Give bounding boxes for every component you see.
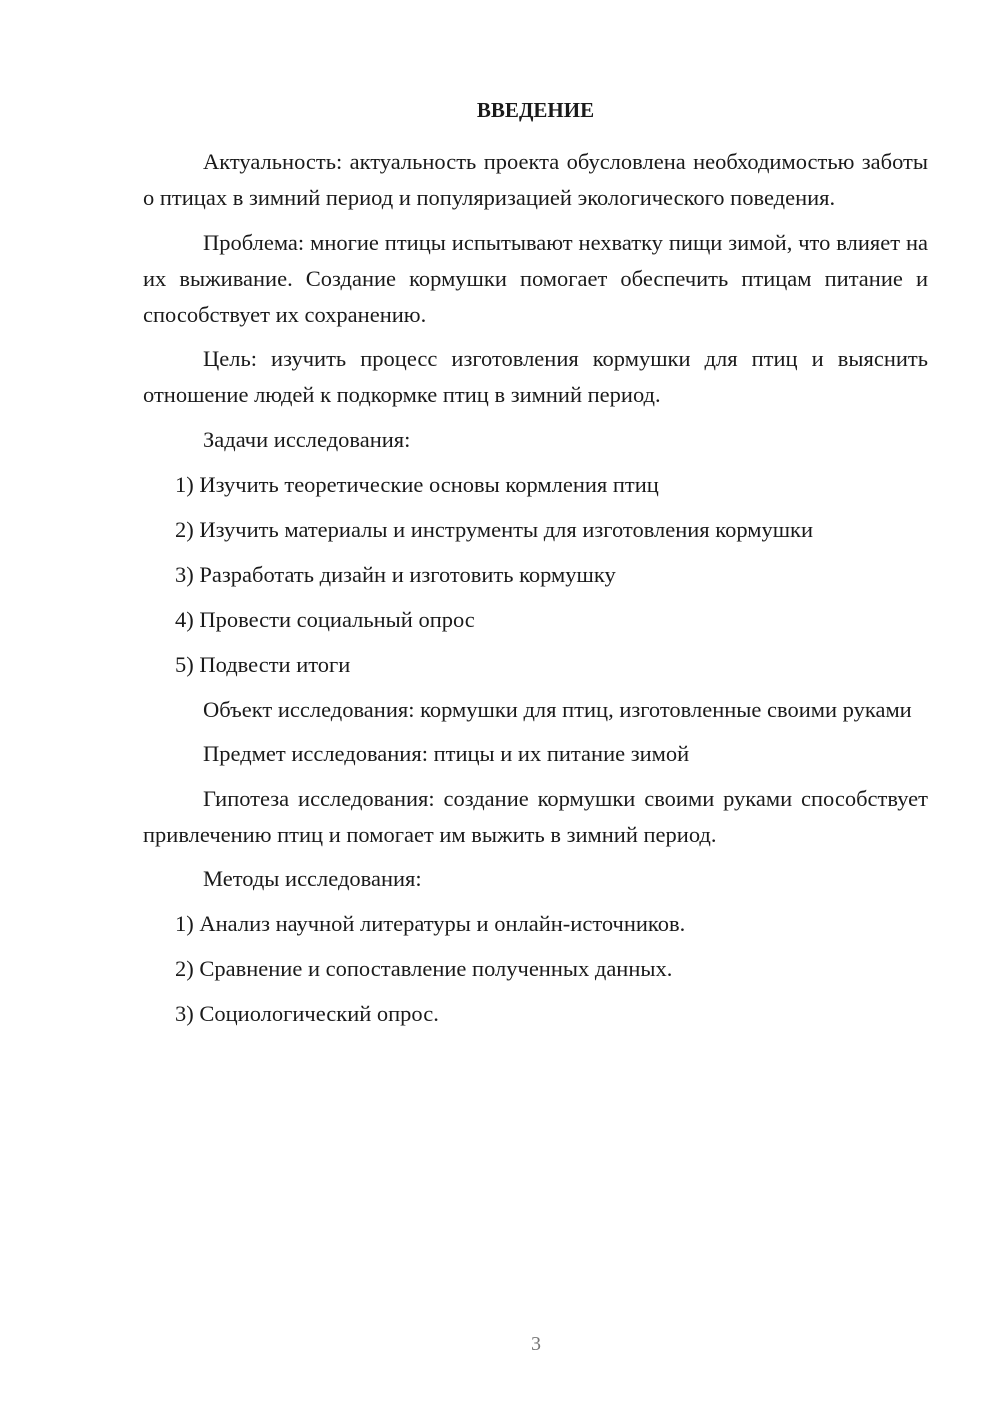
list-item: 2) Изучить материалы и инструменты для изготовления кормушки (175, 516, 814, 542)
document-page (143, 92, 928, 1041)
section-title: ВВЕДЕНИЕ (476, 98, 595, 122)
list-item: 3) Социологический опрос. (175, 1001, 439, 1026)
problem-paragraph: Проблема: многие птицы испытывают нехватку пищи зимой, что влияет на их выживание. Создание кормушки помогает обеспечить птицам питание и способствует их сохранению. (143, 229, 928, 327)
page-number: 3 (531, 1333, 541, 1355)
list-item: 2) Сравнение и сопоставление полученных данных. (175, 956, 673, 981)
hypothesis-paragraph: Гипотеза исследования: создание кормушки своими руками способствует привлечению птиц и помогает им выжить в зимний период. (143, 785, 928, 847)
subject-paragraph: Предмет исследования: птицы и их питание зимой (203, 741, 690, 766)
methods-heading: Методы исследования: (203, 866, 422, 891)
list-item: 1) Анализ научной литературы и онлайн-источников. (175, 911, 686, 936)
list-item: 4) Провести социальный опрос (175, 606, 475, 632)
list-item: 1) Изучить теоретические основы кормления птиц (175, 471, 659, 497)
tasks-heading: Задачи исследования: (203, 426, 411, 452)
relevance-paragraph: Актуальность: актуальность проекта обусловлена необходимостью заботы о птицах в зимний период и популяризацией экологического поведения. (143, 149, 928, 210)
methods-list (143, 906, 928, 1032)
list-item: 3) Разработать дизайн и изготовить кормушку (175, 561, 616, 587)
goal-paragraph: Цель: изучить процесс изготовления кормушки для птиц и выяснить отношение людей к подкормке птиц в зимний период. (143, 346, 928, 407)
object-paragraph: Объект исследования: кормушки для птиц, изготовленные своими руками (203, 696, 912, 722)
tasks-list (143, 467, 928, 683)
list-item: 5) Подвести итоги (175, 651, 351, 677)
